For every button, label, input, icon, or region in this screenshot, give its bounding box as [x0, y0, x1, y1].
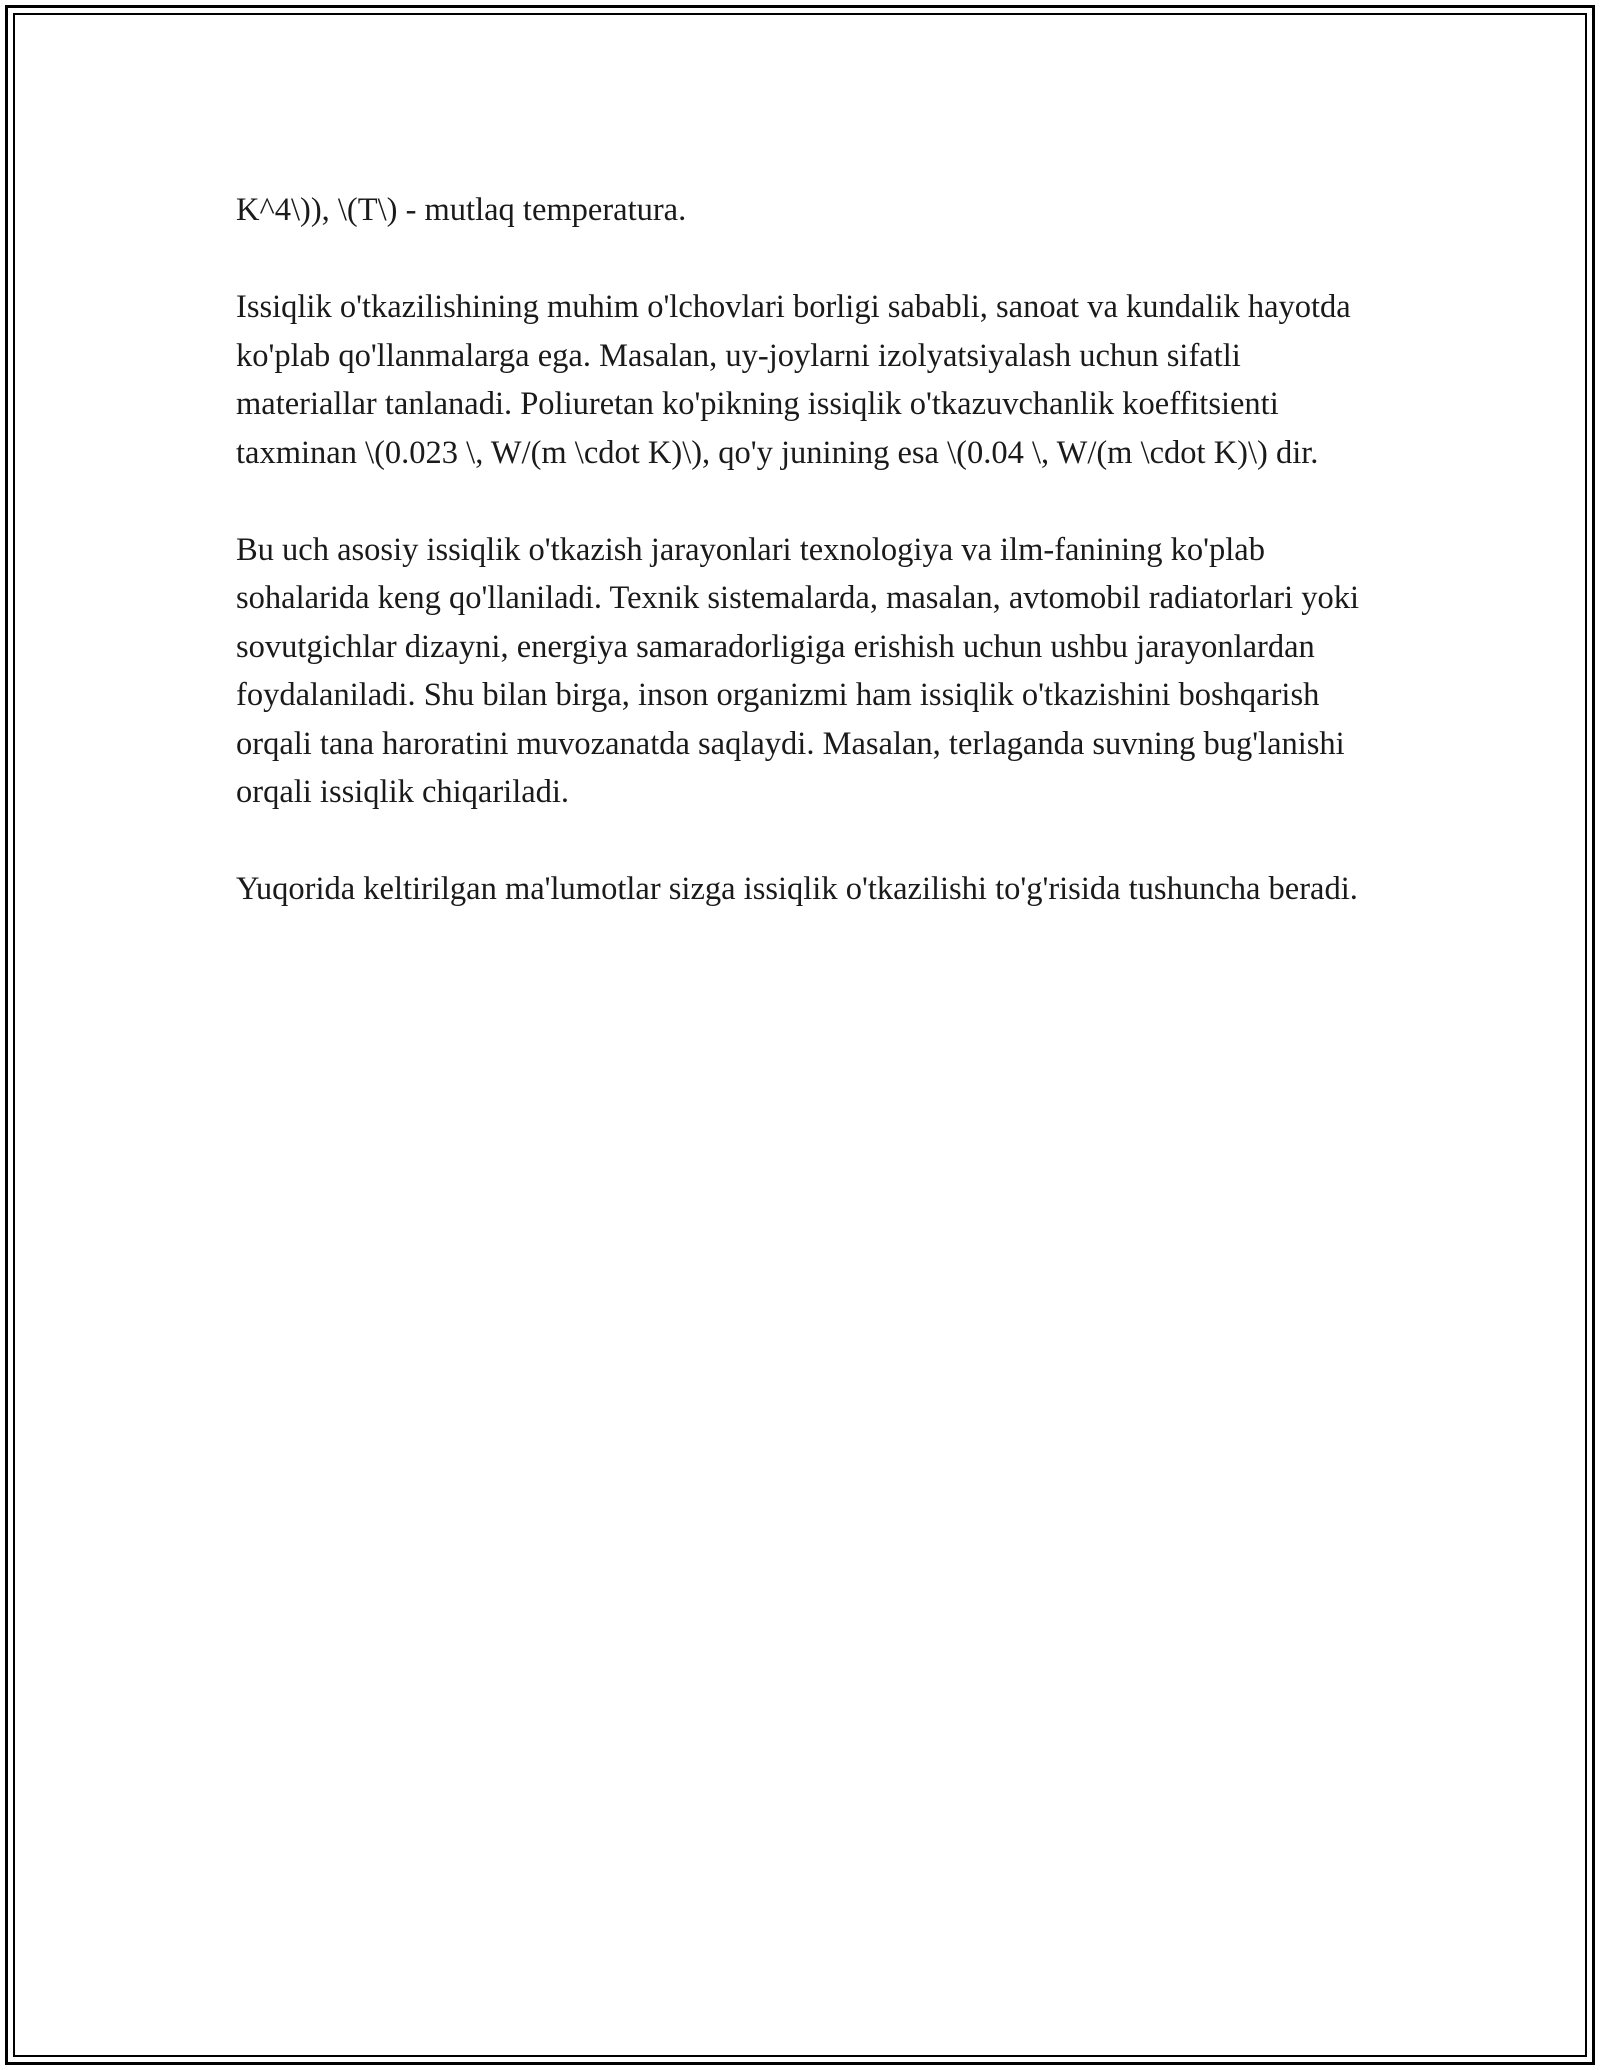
paragraph-formula-continuation: K^4\)), \(T\) - mutlaq temperatura. [236, 192, 687, 228]
document-body [236, 186, 1366, 962]
paragraph-conclusion: Yuqorida keltirilgan ma'lumotlar sizga issiqlik o'tkazilishi to'g'risida tushuncha beradi. [236, 871, 1358, 907]
paragraph-technology-uses: Bu uch asosiy issiqlik o'tkazish jarayonlari texnologiya va ilm-fanining ko'plab sohalarida keng qo'llaniladi. Texnik sistemalarda, masalan, avtomobil radiatorlari yoki sovutgichlar dizayni, energiya samaradorligiga erishish uchun ushbu jarayonlardan foydalaniladi. Shu bilan birga, inson organizmi ham issiqlik o'tkazishini boshqarish orqali tana haroratini muvozanatda saqlaydi. Masalan, terlaganda suvning bug'lanishi orqali issiqlik chiqariladi. [236, 531, 1360, 810]
paragraph-applications: Issiqlik o'tkazilishining muhim o'lchovlari borligi sababli, sanoat va kundalik hayotda ko'plab qo'llanmalarga ega. Masalan, uy-joylarni izolyatsiyalash uchun sifatli materiallar tanlanadi. Poliuretan ko'pikning issiqlik o'tkazuvchanlik koeffitsienti taxminan \(0.023 \, W/(m \cdot K)\), qo'y junining esa \(0.04 \, W/(m \cdot K)\) dir. [236, 289, 1351, 471]
